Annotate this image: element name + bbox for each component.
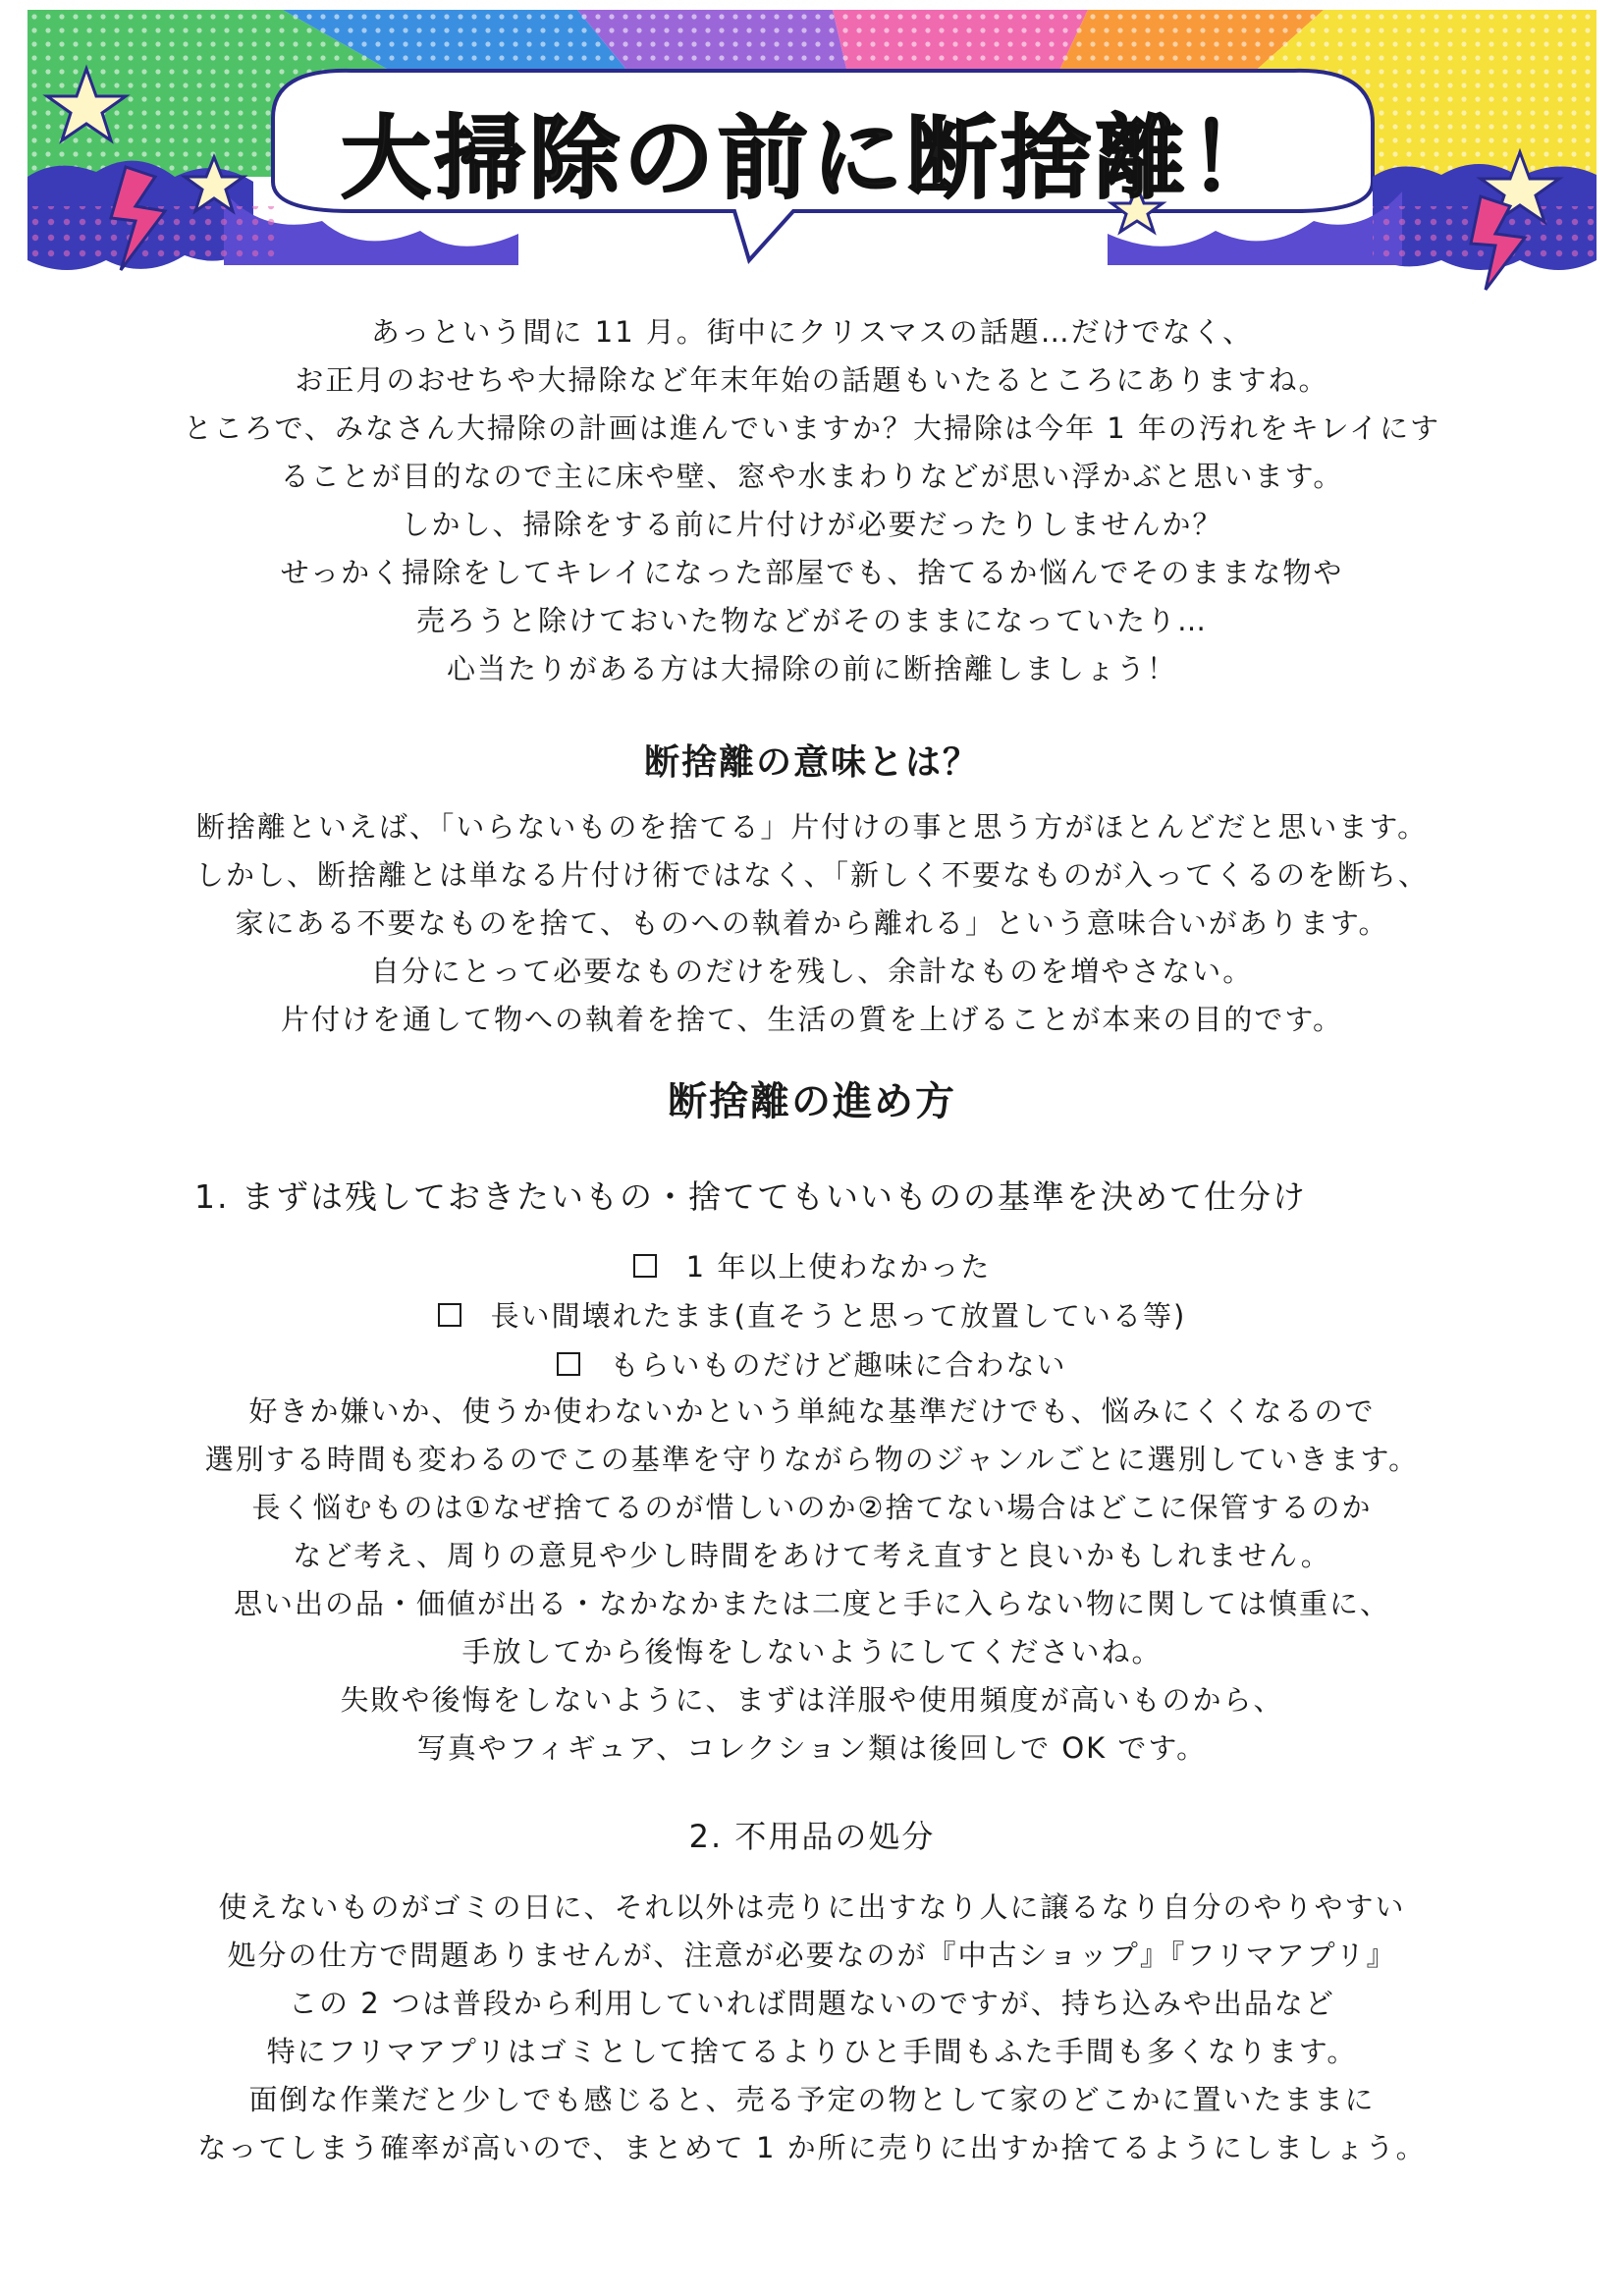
step2-line: 使えないものがゴミの日に、それ以外は売りに出すなり人に譲るなり自分のやりやすい	[218, 1890, 1406, 1924]
checklist-item	[0, 1291, 1624, 1340]
step2-line: 面倒な作業だと少しでも感じると、売る予定の物として家のどこかに置いたままに	[248, 2083, 1376, 2116]
step1-line: 選別する時間も変わるのでこの基準を守りながら物のジャンルごとに選別していきます。	[204, 1443, 1420, 1476]
checkbox-icon	[633, 1254, 657, 1278]
step1-line: など考え、周りの意見や少し時間をあけて考え直すと良いかもしれません。	[293, 1539, 1331, 1572]
intro-line: 心当たりがある方は大掃除の前に断捨離しましょう！	[446, 652, 1177, 685]
intro-line: 売ろうと除けておいた物などがそのままになっていたり…	[415, 604, 1208, 637]
checklist-item-label: 長い間壊れたまま(直そうと思って放置している等)	[490, 1299, 1187, 1333]
meaning-line: 自分にとって必要なものだけを残し、余計なものを増やさない。	[370, 955, 1254, 988]
meaning-line: しかし、断捨離とは単なる片付け術ではなく、「新しく不要なものが入ってくるのを断ち、	[195, 858, 1429, 892]
checkbox-icon	[438, 1303, 461, 1327]
title-banner	[27, 10, 1597, 304]
intro-line: あっという間に 11 月。街中にクリスマスの話題…だけでなく、	[370, 315, 1254, 349]
step1-paragraph	[59, 1388, 1565, 1773]
meaning-paragraph	[59, 803, 1565, 1044]
intro-line: ところで、みなさん大掃除の計画は進んでいますか？大掃除は今年 1 年の汚れをキレイにす	[183, 411, 1441, 445]
step1-line: 好きか嫌いか、使うか使わないかという単純な基準だけでも、悩みにくくなるので	[248, 1394, 1376, 1428]
step2-line: この 2 つは普段から利用していれば問題ないのですが、持ち込みや出品など	[289, 1987, 1335, 2020]
meaning-line: 断捨離といえば、「いらないものを捨てる」片付けの事と思う方がほとんどだと思います。	[195, 810, 1429, 844]
step2-paragraph	[59, 1884, 1565, 2172]
intro-line: しかし、掃除をする前に片付けが必要だったりしませんか？	[401, 508, 1223, 541]
step2-line: 処分の仕方で問題ありませんが、注意が必要なのが『中古ショップ』『フリマアプリ』	[227, 1939, 1397, 1972]
intro-line: ることが目的なので主に床や壁、窓や水まわりなどが思い浮かぶと思います。	[280, 460, 1344, 493]
meaning-line: 家にある不要なものを捨て、ものへの執着から離れる」という意味合いがあります。	[235, 906, 1389, 940]
step1-heading: 1. まずは残しておきたいもの・捨ててもいいものの基準を決めて仕分け	[194, 1177, 1307, 1216]
step2-heading: 2. 不用品の処分	[688, 1818, 936, 1855]
meaning-line: 片付けを通して物への執着を捨て、生活の質を上げることが本来の目的です。	[280, 1003, 1344, 1036]
checklist-item	[0, 1340, 1624, 1390]
step2-line: 特にフリマアプリはゴミとして捨てるよりひと手間もふた手間も多くなります。	[266, 2035, 1358, 2068]
section-heading-howto: 断捨離の進め方	[668, 1079, 956, 1124]
checklist-item-label: もらいものだけど趣味に合わない	[610, 1348, 1067, 1382]
step1-line: 写真やフィギュア、コレクション類は後回しで OK です。	[416, 1731, 1208, 1765]
criteria-checklist	[0, 1242, 1624, 1390]
step2-line: なってしまう確率が高いので、まとめて 1 か所に売りに出すか捨てるようにしましょう。	[197, 2131, 1427, 2164]
section-heading-meaning: 断捨離の意味とは？	[643, 742, 980, 783]
checklist-item-label: 1 年以上使わなかった	[685, 1250, 992, 1284]
intro-line: せっかく掃除をしてキレイになった部屋でも、捨てるか悩んでそのままな物や	[280, 556, 1344, 589]
checklist-item	[0, 1242, 1624, 1291]
step1-line: 長く悩むものは①なぜ捨てるのが惜しいのか②捨てない場合はどこに保管するのか	[251, 1491, 1373, 1524]
intro-line: お正月のおせちや大掃除など年末年始の話題もいたるところにありますね。	[295, 363, 1329, 397]
step1-line: 手放してから後悔をしないようにしてくださいね。	[461, 1635, 1163, 1668]
checkbox-icon	[557, 1352, 580, 1376]
intro-paragraph	[59, 308, 1565, 693]
step1-line: 失敗や後悔をしないように、まずは洋服や使用頻度が高いものから、	[340, 1683, 1284, 1717]
step1-line: 思い出の品・価値が出る・なかなかまたは二度と手に入らない物に関しては慎重に、	[233, 1587, 1390, 1620]
page-title: 大掃除の前に断捨離！	[340, 106, 1283, 211]
